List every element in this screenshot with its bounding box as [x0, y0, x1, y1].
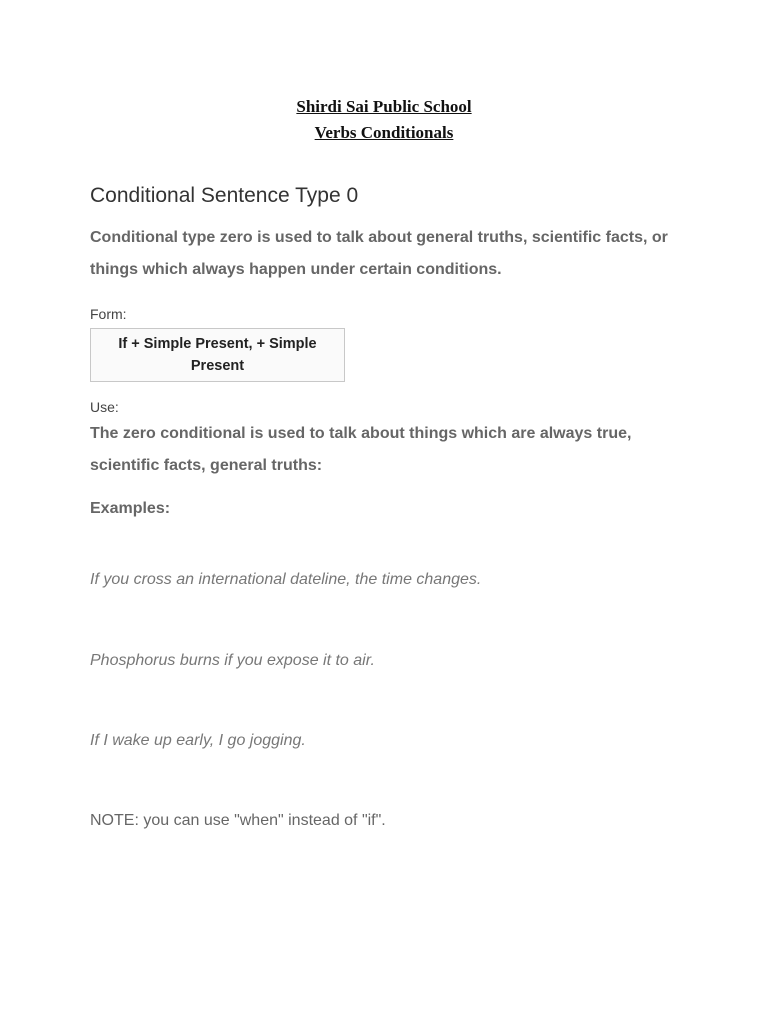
examples-label: Examples:	[90, 500, 171, 517]
section-intro: Conditional type zero is used to talk about general truths, scientific facts, or things which always happen under certain conditions.	[90, 229, 668, 278]
example-item: If I wake up early, I go jogging.	[90, 732, 306, 749]
form-label: Form:	[90, 306, 127, 322]
use-text: The zero conditional is used to talk about things which are always true, scientific facts, general truths:	[90, 425, 632, 474]
section-title: Conditional Sentence Type 0	[90, 184, 359, 207]
form-formula: If + Simple Present, + Simple Present	[118, 336, 317, 374]
school-name: Shirdi Sai Public School	[296, 97, 472, 116]
form-formula-box	[90, 328, 345, 382]
use-label: Use:	[90, 399, 119, 415]
document-subject: Verbs Conditionals	[314, 123, 454, 142]
note-text: NOTE: you can use "when" instead of "if".	[90, 812, 386, 829]
example-item: Phosphorus burns if you expose it to air.	[90, 652, 375, 669]
document-header	[0, 94, 768, 146]
example-item: If you cross an international dateline, the time changes.	[90, 571, 482, 588]
